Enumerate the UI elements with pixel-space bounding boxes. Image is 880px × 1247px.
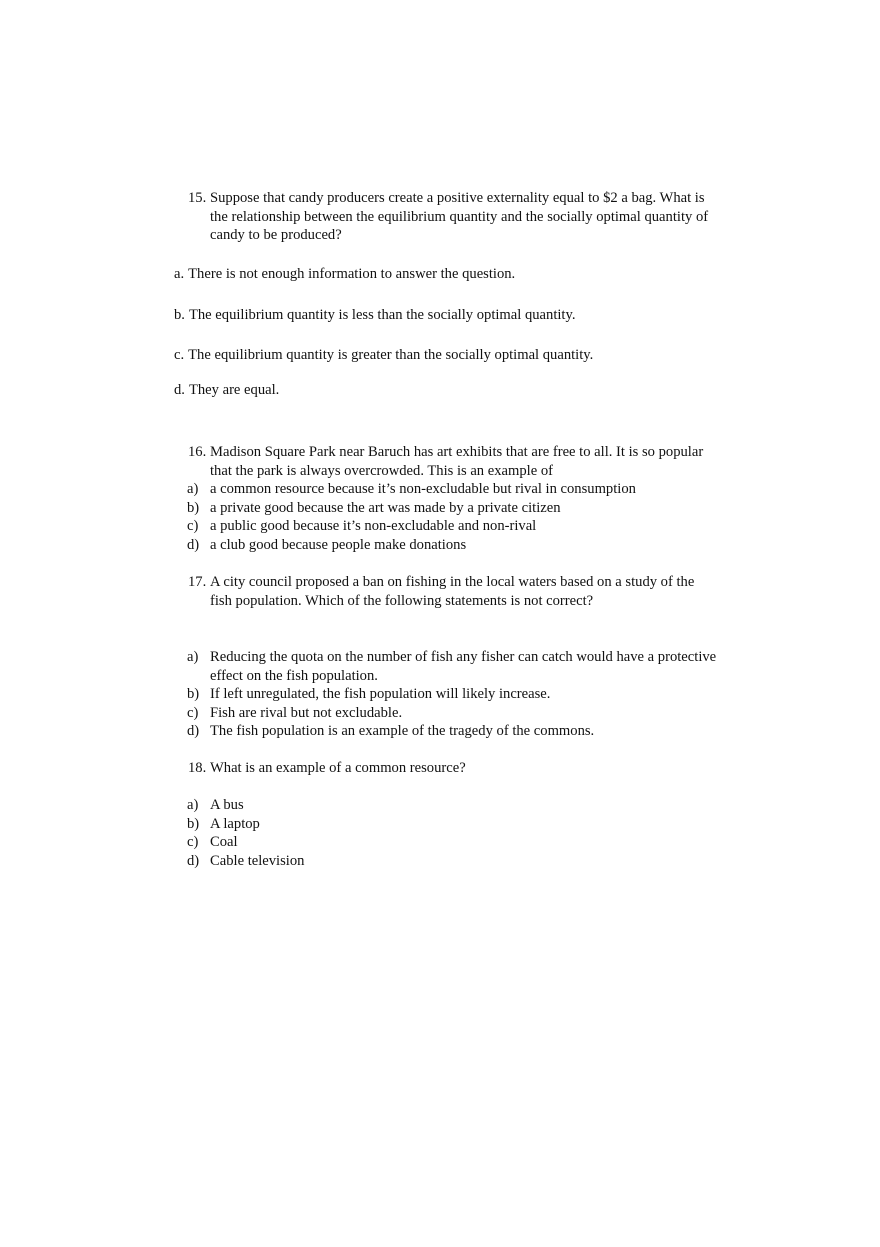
question-line: A city council proposed a ban on fishing in the local waters based on a study of the: [210, 574, 695, 590]
question-line: Suppose that candy producers create a positive externality equal to $2 a bag. What is: [210, 190, 705, 206]
option-text: [210, 499, 561, 518]
question-line: Madison Square Park near Baruch has art exhibits that are free to all. It is so popular: [210, 444, 704, 460]
question-line: fish population. Which of the following statements is not correct?: [210, 592, 594, 609]
option-line: A laptop: [210, 816, 260, 832]
question-text: [210, 759, 730, 778]
option-line: Fish are rival but not excludable.: [210, 705, 403, 721]
option-c: [174, 346, 593, 365]
option-line: The fish population is an example of the tragedy of the commons.: [210, 723, 595, 739]
option-label: a.: [174, 266, 185, 282]
option-text: There is not enough information to answer the question.: [188, 266, 516, 282]
question-text: [210, 443, 730, 480]
option-line: Coal: [210, 834, 238, 850]
option-text: [210, 833, 238, 852]
option-d: [174, 381, 279, 400]
option-label: d): [187, 853, 200, 869]
option-line: Reducing the quota on the number of fish any fisher can catch would have a protective: [210, 649, 717, 665]
question-line: candy to be produced?: [210, 227, 342, 244]
option-label: c): [187, 518, 199, 534]
option-line: If left unregulated, the fish population will likely increase.: [210, 686, 551, 702]
option-label: b): [187, 816, 200, 832]
option-text: [210, 815, 260, 834]
option-text: [210, 648, 716, 685]
option-label: c): [187, 705, 199, 721]
question-number: 15.: [188, 190, 207, 206]
option-label: d): [187, 723, 200, 739]
question-number: 16.: [188, 444, 207, 460]
option-text: [210, 480, 636, 499]
option-line: a private good because the art was made by a private citizen: [210, 500, 561, 516]
option-text: [210, 685, 550, 704]
option-a: [174, 265, 515, 284]
option-label: c.: [174, 347, 185, 363]
option-line: a public good because it’s non-excludable and non-rival: [210, 518, 537, 534]
option-label: a): [187, 649, 199, 665]
option-label: d): [187, 537, 200, 553]
question-number: 18.: [188, 760, 207, 776]
option-line: Cable television: [210, 853, 305, 869]
option-line: a club good because people make donations: [210, 537, 467, 553]
question-number: 17.: [188, 574, 207, 590]
option-label: b): [187, 500, 200, 516]
option-line: A bus: [210, 797, 244, 813]
option-text: [210, 852, 304, 871]
option-label: c): [187, 834, 199, 850]
option-label: a): [187, 481, 199, 497]
option-text: The equilibrium quantity is greater than the socially optimal quantity.: [188, 347, 594, 363]
option-text: [210, 796, 244, 815]
option-text: They are equal.: [188, 382, 280, 398]
option-text: [210, 536, 466, 555]
option-label: b): [187, 686, 200, 702]
question-line: What is an example of a common resource?: [210, 760, 466, 776]
question-text: [210, 573, 730, 610]
option-line: a common resource because it’s non-excludable but rival in consumption: [210, 481, 636, 497]
option-text: [210, 517, 536, 536]
option-label: d.: [174, 382, 185, 398]
option-line: effect on the fish population.: [210, 667, 378, 684]
option-b: [174, 306, 576, 325]
question-line: the relationship between the equilibrium quantity and the socially optimal quantity of: [210, 208, 709, 225]
option-text: The equilibrium quantity is less than the socially optimal quantity.: [188, 307, 576, 323]
option-label: a): [187, 797, 199, 813]
question-text: [210, 189, 730, 245]
option-text: [210, 704, 402, 723]
question-line: that the park is always overcrowded. This is an example of: [210, 462, 553, 479]
option-text: [210, 722, 594, 741]
option-label: b.: [174, 307, 185, 323]
